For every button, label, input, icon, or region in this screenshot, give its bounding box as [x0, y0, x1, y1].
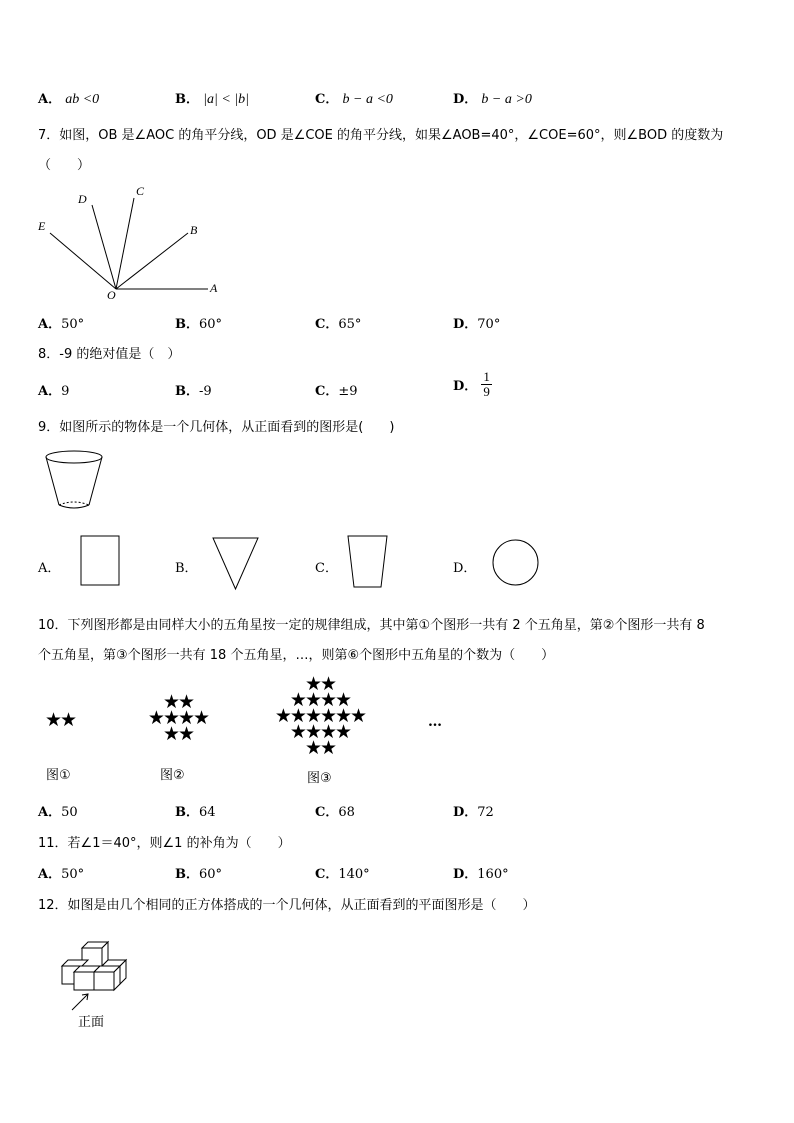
- option-text: b − a >0: [481, 92, 532, 107]
- option-text: 72: [477, 805, 494, 820]
- q10-caption-1: 图①: [46, 768, 71, 783]
- q7-option-b[interactable]: [175, 313, 222, 332]
- q7-paren: （ ）: [38, 158, 91, 173]
- option-text: 9: [61, 384, 70, 399]
- q9-stem: 9．如图所示的物体是一个几何体，从正面看到的图形是( ): [38, 420, 395, 435]
- q11-option-d[interactable]: [453, 863, 509, 882]
- option-text: 68: [338, 805, 355, 820]
- fraction-one-ninth: [481, 370, 492, 399]
- q10-caption-2: 图②: [160, 768, 185, 783]
- star-row: ★★★★★★: [274, 705, 366, 727]
- option-label: A．: [38, 384, 62, 399]
- q10-option-c[interactable]: [315, 801, 355, 820]
- option-text: 50: [61, 805, 78, 820]
- ray-oe: [50, 233, 116, 289]
- q7-option-a[interactable]: [38, 313, 84, 332]
- option-text: 50°: [61, 867, 85, 882]
- option-label: D．: [453, 805, 478, 820]
- q6-option-a[interactable]: [38, 88, 99, 108]
- q12-front-label: 正面: [78, 1015, 105, 1030]
- option-label: C．: [315, 867, 339, 882]
- q10-stem-line1: 10．下列图形都是由同样大小的五角星按一定的规律组成，其中第①个图形一共有 2 个五角星，第②个图形一共有 8: [38, 618, 705, 633]
- option-label: C．: [315, 384, 339, 399]
- option-label: D．: [453, 317, 478, 332]
- q9-option-a-rectangle[interactable]: [80, 535, 122, 587]
- option-text: ab <0: [65, 92, 100, 107]
- q6-option-b[interactable]: [175, 88, 249, 108]
- option-text: 60°: [199, 867, 223, 882]
- star-row: ★★★★: [289, 689, 351, 711]
- star-row: ★★: [304, 673, 336, 695]
- option-label: C．: [315, 92, 339, 107]
- star-row: ★★: [162, 691, 194, 713]
- option-label: B．: [175, 384, 199, 399]
- option-text: -9: [199, 384, 212, 399]
- q10-option-b[interactable]: [175, 801, 216, 820]
- label-b: B: [190, 223, 198, 237]
- star-row: ★★: [162, 723, 194, 745]
- q11-option-a[interactable]: [38, 863, 84, 882]
- option-label: B．: [175, 317, 199, 332]
- q6-option-d[interactable]: [453, 88, 532, 108]
- q8-option-d[interactable]: [453, 370, 492, 399]
- q10-ellipsis: …: [428, 714, 442, 730]
- ray-od: [92, 205, 116, 289]
- label-d: D: [78, 192, 87, 206]
- option-text: |a| < |b|: [203, 92, 249, 107]
- q10-option-d[interactable]: [453, 801, 494, 820]
- q11-option-c[interactable]: [315, 863, 370, 882]
- q9-option-c-label[interactable]: C．: [315, 561, 338, 576]
- q11-option-b[interactable]: [175, 863, 222, 882]
- q10-stem-line2: 个五角星，第③个图形一共有 18 个五角星，…，则第⑥个图形中五角星的个数为（ ）: [38, 648, 555, 663]
- ray-ob: [116, 233, 188, 289]
- option-label: A．: [38, 92, 62, 107]
- q12-stem: 12．如图是由几个相同的正方体搭成的一个几何体，从正面看到的平面图形是（ ）: [38, 898, 536, 913]
- option-text: 140°: [338, 867, 370, 882]
- q9-option-a-label[interactable]: A．: [38, 561, 61, 576]
- q9-option-c-trapezoid[interactable]: [347, 535, 389, 589]
- q10-figure-1: [40, 709, 80, 731]
- option-text: 50°: [61, 317, 85, 332]
- option-label: C．: [315, 317, 339, 332]
- q9-option-b-label[interactable]: B．: [175, 561, 198, 576]
- q8-option-b[interactable]: [175, 380, 212, 399]
- star-row: ★★: [304, 737, 336, 759]
- fraction-numerator: 1: [483, 369, 490, 384]
- star-row: ★★: [44, 709, 76, 731]
- q7-option-d[interactable]: [453, 313, 500, 332]
- option-text: 60°: [199, 317, 223, 332]
- option-label: A．: [38, 867, 62, 882]
- q8-option-a[interactable]: [38, 380, 69, 399]
- q9-cup-figure: [44, 448, 106, 512]
- q10-figure-2: [138, 691, 218, 745]
- q7-angle-figure: [36, 183, 220, 301]
- q6-option-c[interactable]: [315, 88, 393, 108]
- option-label: D．: [453, 867, 478, 882]
- q7-stem: 7．如图，OB 是∠AOC 的角平分线，OD 是∠COE 的角平分线，如果∠AOB=40°，∠COE=60°，则∠BOD 的度数为: [38, 128, 724, 143]
- q10-caption-3: 图③: [307, 771, 332, 786]
- option-text: 160°: [477, 867, 509, 882]
- q8-stem: 8．-9 的绝对值是（ ）: [38, 347, 181, 362]
- label-c: C: [136, 184, 145, 198]
- q10-figure-3: [268, 673, 372, 759]
- option-text: b − a <0: [342, 92, 393, 107]
- option-label: A．: [38, 317, 62, 332]
- ray-oc: [116, 198, 134, 289]
- option-text: 64: [199, 805, 216, 820]
- q10-option-a[interactable]: [38, 801, 78, 820]
- option-text: 70°: [477, 317, 501, 332]
- option-label: C．: [315, 805, 339, 820]
- option-text: 65°: [338, 317, 362, 332]
- q9-option-d-circle[interactable]: [491, 539, 541, 587]
- label-o: O: [107, 288, 116, 301]
- star-row: ★★★★: [289, 721, 351, 743]
- option-label: A．: [38, 805, 62, 820]
- q9-option-d-label[interactable]: D．: [453, 561, 477, 576]
- q8-option-c[interactable]: [315, 380, 358, 399]
- q9-option-b-triangle[interactable]: [212, 537, 260, 591]
- fraction-denominator: 9: [483, 384, 490, 399]
- label-e: E: [38, 219, 46, 233]
- option-text: ±9: [338, 384, 358, 399]
- q11-stem: 11．若∠1＝40°，则∠1 的补角为（ ）: [38, 836, 291, 851]
- option-label: D．: [453, 379, 478, 394]
- option-label: B．: [175, 805, 199, 820]
- option-label: B．: [175, 92, 199, 107]
- star-row: ★★★★: [147, 707, 209, 729]
- q7-option-c[interactable]: [315, 313, 361, 332]
- option-label: D．: [453, 92, 478, 107]
- label-a: A: [210, 281, 218, 295]
- option-label: B．: [175, 867, 199, 882]
